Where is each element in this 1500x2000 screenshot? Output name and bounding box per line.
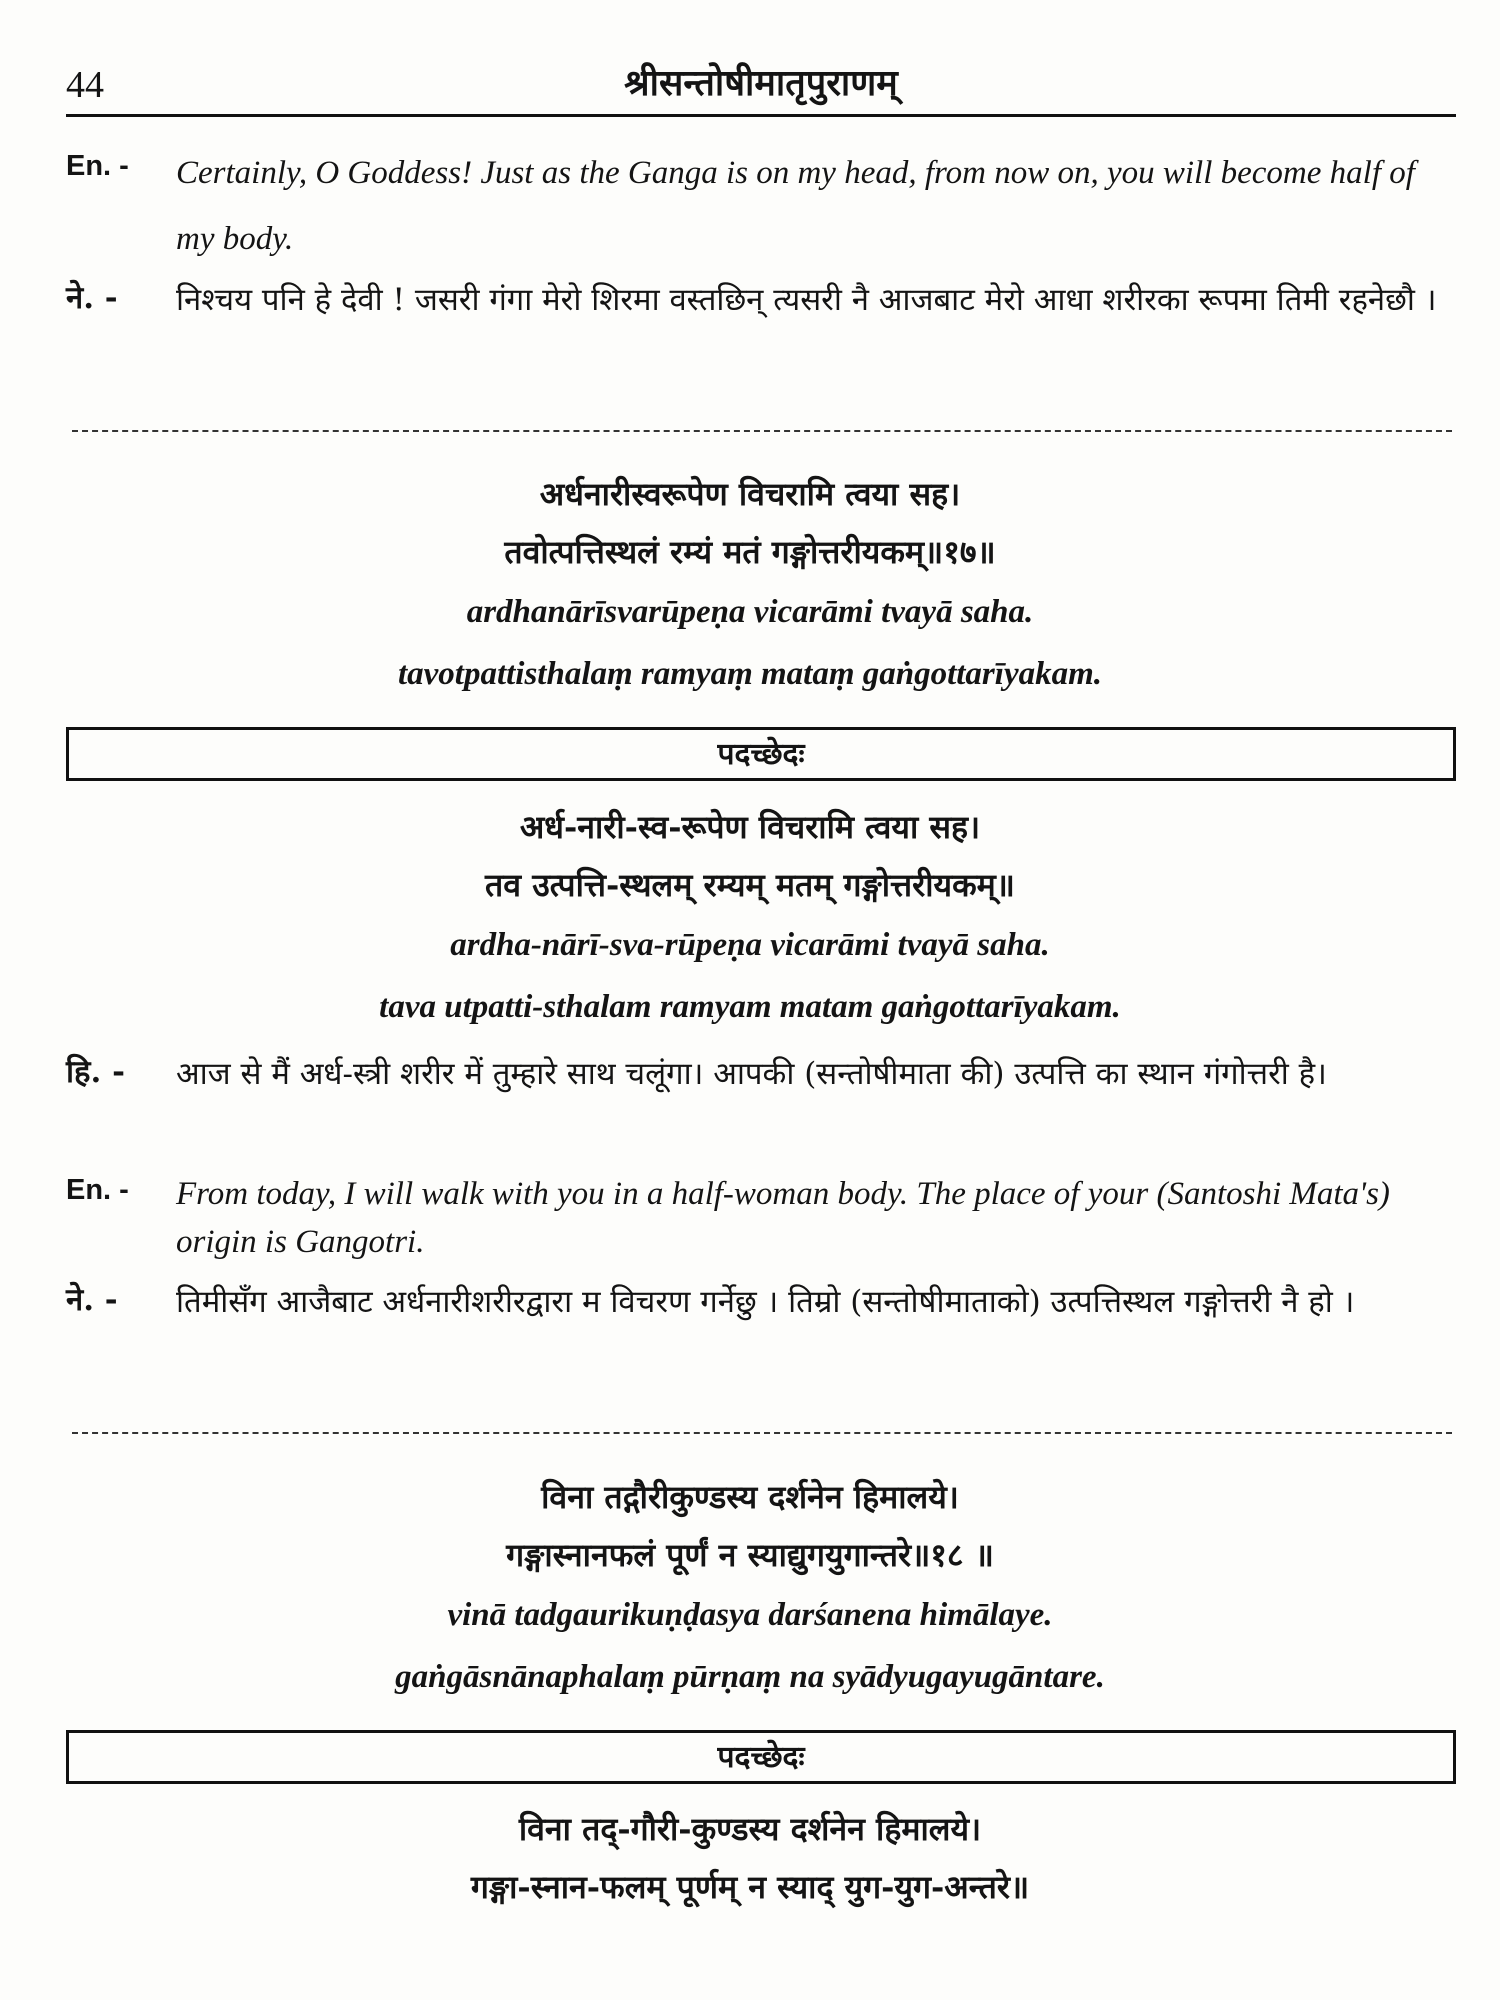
page-header <box>66 55 1456 117</box>
padaccheda-line-2: तव उत्पत्ति-स्थलम् रम्यम् मतम् गङ्गोत्तरीयकम्॥ <box>485 866 1015 904</box>
padaccheda-heading-box-2: पदच्छेदः <box>66 1730 1456 1784</box>
padaccheda-line-1: अर्ध-नारी-स्व-रूपेण विचरामि त्वया सह। <box>519 808 981 846</box>
verse-transliteration-1: vinā tadgaurikuṇḍasya darśanena himālaye. <box>447 1597 1053 1633</box>
translation-text-ne: तिमीसँग आजैबाट अर्धनारीशरीरद्वारा म विचरण गर्नेछु । तिम्रो (सन्तोषीमाताको) उत्पत्तिस्थल गङ्गोत्तरी नै हो । <box>176 1284 1355 1320</box>
padaccheda-transliteration-1: ardha-nārī-sva-rūpeṇa vicarāmi tvayā saha. <box>450 927 1050 963</box>
translation-text-ne: निश्चय पनि हे देवी ! जसरी गंगा मेरो शिरमा वस्तछिन् त्यसरी नै आजबाट मेरो आधा शरीरका रूपमा तिमी रहनेछौ । <box>176 282 1437 318</box>
verse-line-2: तवोत्पत्तिस्थलं रम्यं मतं गङ्गोत्तरीयकम्॥१७॥ <box>504 533 996 571</box>
header-rule <box>66 114 1456 117</box>
verse-18 <box>0 1468 1500 1708</box>
section-divider-1 <box>72 430 1452 432</box>
verse-transliteration-2: gaṅgāsnānaphalaṃ pūrṇaṃ na syādyugayugāntare. <box>395 1659 1105 1695</box>
verse-transliteration-1: ardhanārīsvarūpeṇa vicarāmi tvayā saha. <box>466 594 1034 630</box>
padaccheda-17 <box>0 798 1500 1038</box>
verse-line-2: गङ्गास्नानफलं पूर्णं न स्याद्युगयुगान्तरे॥१८ ॥ <box>506 1536 994 1574</box>
nepali-translation-1 <box>66 266 1460 334</box>
english-translation-1 <box>66 140 1460 272</box>
lang-label-ne: ने. - <box>66 1282 118 1318</box>
padaccheda-18 <box>0 1800 1500 1916</box>
nepali-translation-2 <box>66 1268 1460 1336</box>
translation-text-en: Certainly, O Goddess! Just as the Ganga is on my head, from now on, you will become half of my body. <box>176 155 1415 257</box>
hindi-translation <box>66 1040 1460 1108</box>
translation-text-en: From today, I will walk with you in a half-woman body. The place of your (Santoshi Mata's) origin is Gangotri. <box>176 1176 1390 1260</box>
page-number: 44 <box>66 64 104 106</box>
translation-text-hi: आज से मैं अर्ध-स्त्री शरीर में तुम्हारे साथ चलूंगा। आपकी (सन्तोषीमाता की) उत्पत्ति का स्थान गंगोत्तरी है। <box>176 1056 1327 1092</box>
running-title: श्रीसन्तोषीमातृपुराणम् <box>624 62 898 104</box>
padaccheda-line-2: गङ्गा-स्नान-फलम् पूर्णम् न स्याद् युग-युग-अन्तरे॥ <box>470 1868 1030 1906</box>
verse-line-1: विना तद्गौरीकुण्डस्य दर्शनेन हिमालये। <box>541 1478 959 1516</box>
lang-label-hi: हि. - <box>66 1054 125 1090</box>
padaccheda-line-1: विना तद्-गौरी-कुण्डस्य दर्शनेन हिमालये। <box>518 1810 982 1848</box>
lang-label-en: En. - <box>66 1174 129 1206</box>
section-divider-2 <box>72 1432 1452 1434</box>
lang-label-en: En. - <box>66 150 129 182</box>
verse-17 <box>0 465 1500 705</box>
lang-label-ne: ने. - <box>66 280 118 316</box>
padaccheda-transliteration-2: tava utpatti-sthalam ramyam matam gaṅgottarīyakam. <box>379 989 1121 1025</box>
verse-transliteration-2: tavotpattisthalaṃ ramyaṃ mataṃ gaṅgottarīyakam. <box>397 656 1103 692</box>
english-translation-2 <box>66 1170 1460 1266</box>
verse-line-1: अर्धनारीस्वरूपेण विचरामि त्वया सह। <box>539 475 961 513</box>
padaccheda-heading-box-1: पदच्छेदः <box>66 727 1456 781</box>
